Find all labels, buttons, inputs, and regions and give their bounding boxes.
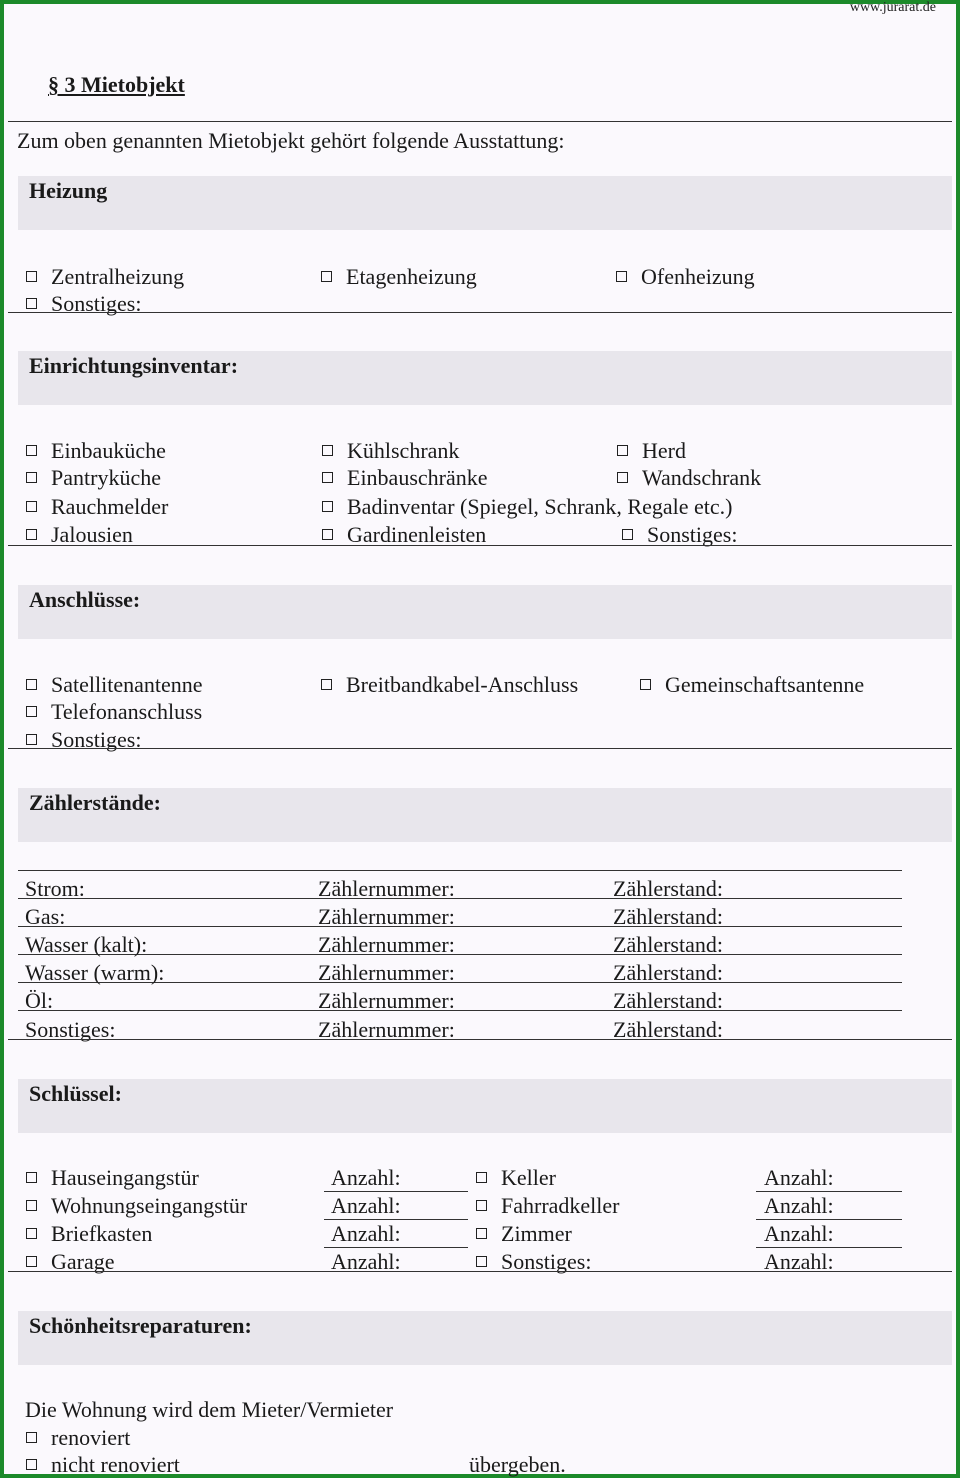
checkbox-icon — [322, 445, 333, 456]
checkbox-rauchmelder[interactable]: Rauchmelder — [26, 494, 168, 520]
key-count-field[interactable]: Anzahl: — [764, 1193, 834, 1218]
meter-label: Öl: — [25, 988, 54, 1013]
checkbox-icon — [26, 529, 37, 540]
key-count-field[interactable]: Anzahl: — [331, 1165, 401, 1190]
divider — [8, 1039, 952, 1040]
checkbox-icon — [476, 1228, 487, 1239]
key-count-field[interactable]: Anzahl: — [764, 1249, 834, 1274]
meter-number-field[interactable]: Zählernummer: — [318, 960, 455, 985]
divider — [8, 748, 952, 749]
meter-reading-field[interactable]: Zählerstand: — [613, 904, 723, 929]
heading-band-reparaturen — [18, 1311, 952, 1365]
checkbox-briefkasten[interactable]: Briefkasten — [26, 1221, 152, 1247]
checkbox-renoviert[interactable]: renoviert — [26, 1425, 130, 1451]
divider — [8, 1271, 952, 1272]
checkbox-nicht-renoviert[interactable]: nicht renoviert — [26, 1452, 180, 1478]
checkbox-anschluesse-sonstiges[interactable]: Sonstiges: — [26, 727, 141, 753]
divider — [8, 121, 952, 122]
handover-text: Die Wohnung wird dem Mieter/Vermieter — [25, 1397, 394, 1422]
checkbox-pantrykueche[interactable]: Pantryküche — [26, 465, 161, 491]
heading-inventar: Einrichtungsinventar: — [29, 353, 239, 378]
heading-band-schluessel — [18, 1079, 952, 1133]
checkbox-gemeinschaftsantenne[interactable]: Gemeinschaftsantenne — [640, 672, 864, 698]
checkbox-icon — [322, 472, 333, 483]
key-count-field[interactable]: Anzahl: — [764, 1165, 834, 1190]
count-line — [324, 1247, 468, 1248]
checkbox-hauseingangstuer[interactable]: Hauseingangstür — [26, 1165, 199, 1191]
checkbox-badinventar[interactable]: Badinventar (Spiegel, Schrank, Regale etc.) — [322, 494, 732, 520]
checkbox-telefonanschluss[interactable]: Telefonanschluss — [26, 699, 202, 725]
heading-schluessel: Schlüssel: — [29, 1081, 122, 1106]
heading-band-heizung — [18, 176, 952, 230]
row-line — [18, 1010, 902, 1011]
meter-reading-field[interactable]: Zählerstand: — [613, 932, 723, 957]
heading-band-anschluesse — [18, 585, 952, 639]
meter-number-field[interactable]: Zählernummer: — [318, 932, 455, 957]
count-line — [324, 1219, 468, 1220]
checkbox-einbauschraenke[interactable]: Einbauschränke — [322, 465, 488, 491]
key-count-field[interactable]: Anzahl: — [331, 1249, 401, 1274]
checkbox-heizung-sonstiges[interactable]: Sonstiges: — [26, 291, 141, 317]
divider — [8, 312, 952, 313]
row-line — [18, 926, 902, 927]
key-count-field[interactable]: Anzahl: — [331, 1193, 401, 1218]
meter-number-field[interactable]: Zählernummer: — [318, 876, 455, 901]
checkbox-wohnungseingangstuer[interactable]: Wohnungseingangstür — [26, 1193, 247, 1219]
checkbox-icon — [26, 472, 37, 483]
checkbox-keller[interactable]: Keller — [476, 1165, 556, 1191]
count-line — [756, 1247, 902, 1248]
key-count-field[interactable]: Anzahl: — [764, 1221, 834, 1246]
checkbox-icon — [26, 298, 37, 309]
checkbox-satellitenantenne[interactable]: Satellitenantenne — [26, 672, 203, 698]
checkbox-icon — [26, 1172, 37, 1183]
checkbox-icon — [26, 501, 37, 512]
checkbox-icon — [616, 271, 627, 282]
checkbox-zentralheizung[interactable]: Zentralheizung — [26, 264, 184, 290]
checkbox-icon — [26, 1256, 37, 1267]
checkbox-breitbandkabel[interactable]: Breitbandkabel-Anschluss — [321, 672, 578, 698]
watermark: www.jurarat.de — [849, 0, 936, 15]
meter-number-field[interactable]: Zählernummer: — [318, 904, 455, 929]
count-line — [324, 1191, 468, 1192]
checkbox-icon — [26, 734, 37, 745]
heading-band-inventar — [18, 351, 952, 405]
checkbox-icon — [476, 1200, 487, 1211]
checkbox-jalousien[interactable]: Jalousien — [26, 522, 133, 548]
checkbox-icon — [321, 679, 332, 690]
checkbox-icon — [622, 529, 633, 540]
meter-label: Wasser (warm): — [25, 960, 165, 985]
checkbox-icon — [476, 1256, 487, 1267]
checkbox-einbaukueche[interactable]: Einbauküche — [26, 438, 166, 464]
key-count-field[interactable]: Anzahl: — [331, 1221, 401, 1246]
heading-heizung: Heizung — [29, 178, 108, 203]
heading-anschluesse: Anschlüsse: — [29, 587, 141, 612]
meter-label: Gas: — [25, 904, 66, 929]
count-line — [756, 1219, 902, 1220]
meter-label: Sonstiges: — [25, 1017, 116, 1042]
meter-reading-field[interactable]: Zählerstand: — [613, 960, 723, 985]
checkbox-icon — [26, 445, 37, 456]
meter-reading-field[interactable]: Zählerstand: — [613, 988, 723, 1013]
checkbox-icon — [26, 1459, 37, 1470]
row-line — [18, 954, 902, 955]
heading-band-zaehler — [18, 788, 952, 842]
checkbox-icon — [322, 501, 333, 512]
meter-label: Strom: — [25, 876, 85, 901]
count-line — [756, 1191, 902, 1192]
checkbox-gardinenleisten[interactable]: Gardinenleisten — [322, 522, 486, 548]
row-line — [18, 898, 902, 899]
checkbox-garage[interactable]: Garage — [26, 1249, 115, 1275]
checkbox-icon — [26, 1432, 37, 1443]
row-line — [18, 870, 902, 871]
checkbox-wandschrank[interactable]: Wandschrank — [617, 465, 761, 491]
intro-text: Zum oben genannten Mietobjekt gehört folgende Ausstattung: — [17, 128, 565, 153]
checkbox-icon — [26, 706, 37, 717]
meter-reading-field[interactable]: Zählerstand: — [613, 876, 723, 901]
section-title: § 3 Mietobjekt — [48, 72, 185, 97]
checkbox-icon — [322, 529, 333, 540]
checkbox-etagenheizung[interactable]: Etagenheizung — [321, 264, 477, 290]
checkbox-zimmer[interactable]: Zimmer — [476, 1221, 572, 1247]
checkbox-ofenheizung[interactable]: Ofenheizung — [616, 264, 755, 290]
checkbox-icon — [476, 1172, 487, 1183]
checkbox-icon — [640, 679, 651, 690]
checkbox-herd[interactable]: Herd — [617, 438, 686, 464]
checkbox-icon — [26, 1228, 37, 1239]
checkbox-schluessel-sonstiges[interactable]: Sonstiges: — [476, 1249, 591, 1275]
checkbox-icon — [26, 1200, 37, 1211]
checkbox-icon — [321, 271, 332, 282]
checkbox-icon — [26, 271, 37, 282]
handover-suffix: übergeben. — [469, 1452, 566, 1477]
checkbox-inventar-sonstiges[interactable]: Sonstiges: — [622, 522, 737, 548]
heading-zaehler: Zählerstände: — [29, 790, 161, 815]
heading-reparaturen: Schönheitsreparaturen: — [29, 1313, 252, 1338]
checkbox-fahrradkeller[interactable]: Fahrradkeller — [476, 1193, 620, 1219]
meter-label: Wasser (kalt): — [25, 932, 148, 957]
meter-number-field[interactable]: Zählernummer: — [318, 1017, 455, 1042]
meter-reading-field[interactable]: Zählerstand: — [613, 1017, 723, 1042]
checkbox-icon — [617, 445, 628, 456]
checkbox-icon — [26, 679, 37, 690]
checkbox-kuehlschrank[interactable]: Kühlschrank — [322, 438, 459, 464]
checkbox-icon — [617, 472, 628, 483]
divider — [8, 545, 952, 546]
meter-number-field[interactable]: Zählernummer: — [318, 988, 455, 1013]
